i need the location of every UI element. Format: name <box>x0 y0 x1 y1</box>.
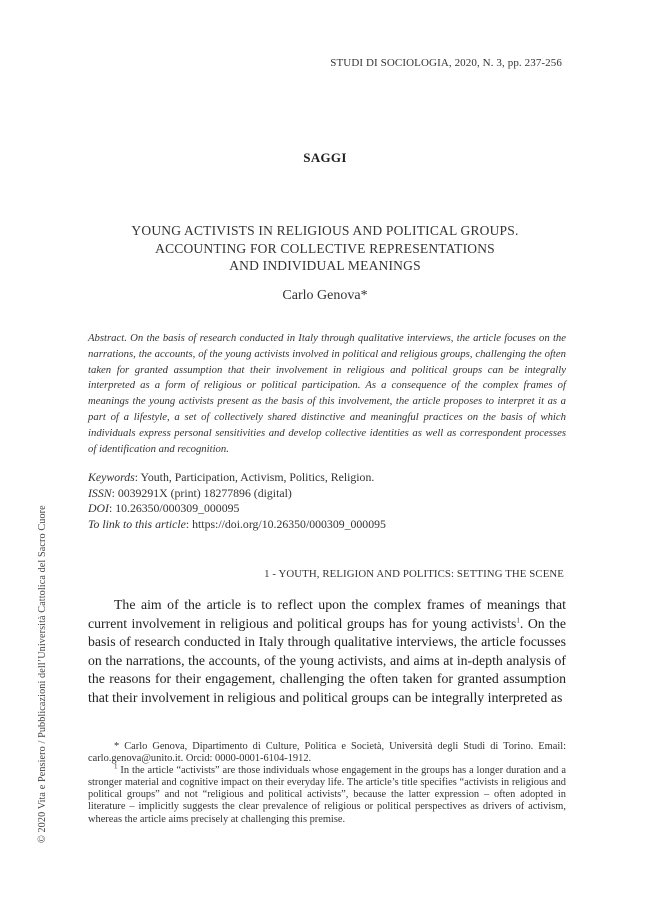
title-line-2: ACCOUNTING FOR COLLECTIVE REPRESENTATIONS <box>155 240 495 256</box>
issn-label: ISSN <box>88 485 112 500</box>
footnote-1-text: In the article “activists” are those individuals whose engagement in the groups has a longer duration and a stronger material and cognitive impact on their everyday life. The article’s title specifies “activists in religious and political groups” and not “religious and political activists”, because the latter expression – often adopted in literature – implicitly suggests the clear prevalence of religious or political perspectives as drivers of activism, whereas the article aims precisely at challenging this premise. <box>88 765 566 825</box>
footnote-1 <box>88 762 566 825</box>
doi-row <box>88 501 566 517</box>
author-name-text: Carlo Genova <box>282 288 361 303</box>
body-text-part-1: The aim of the article is to reflect upon the complex frames of meanings that current involvement in religious and political groups has for young activists <box>88 597 566 631</box>
author-footnote: * Carlo Genova, Dipartimento di Culture, Politica e Società, Università degli Studi di Torino. Email: carlo.genova@unito.it. Orcid: 0000-0001-6104-1912. <box>88 741 566 765</box>
footnote-1-marker: 1 <box>114 762 118 771</box>
footnote-ref-1[interactable]: 1 <box>516 616 520 624</box>
journal-reference: STUDI DI SOCIOLOGIA, 2020, N. 3, pp. 237-256 <box>330 57 562 69</box>
body-paragraph <box>88 596 566 708</box>
abstract: Abstract. On the basis of research conducted in Italy through qualitative interviews, the article focuses on the narrations, the accounts, of the young activists involved in political and religious groups, challenging the often taken for granted assumption that their involvement in religious and political groups can be integrally interpreted as a form of religious or political participation. As a consequence of the complex frames of meanings the young activists present as the basis of this involvement, the article proposes to interpret it as a part of a lifestyle, a set of collectively shared distinctive and meaningful practices on the basis of which individuals express personal sensitivities and develop collective identities as well as correspondent processes of identification and recognition. <box>88 332 566 455</box>
article-metadata <box>88 470 566 532</box>
section-heading: 1 - YOUTH, RELIGION AND POLITICS: SETTING THE SCENE <box>264 568 564 580</box>
issn-row <box>88 486 566 502</box>
title-line-1: YOUNG ACTIVISTS IN RELIGIOUS AND POLITICAL GROUPS. <box>131 223 519 238</box>
copyright-sidebar: © 2020 Vita e Pensiero / Pubblicazioni dell’Università Cattolica del Sacro Cuore <box>37 505 48 843</box>
article-link[interactable]: : https://doi.org/10.26350/000309_000095 <box>185 516 386 531</box>
doi-value: : 10.26350/000309_000095 <box>108 501 240 516</box>
body-text <box>88 596 566 708</box>
body-text-part-2: . On the basis of research conducted in Italy through qualitative interviews, the article focusses on the narrations, the accounts, of the young activists, and aims at in-depth analysis of the reasons for their engagement, challenging the often taken for granted assumption that their involvement in religious and political groups can be integrally interpreted as <box>88 615 566 705</box>
link-label: To link to this article <box>88 516 186 531</box>
keywords-row <box>88 470 566 486</box>
link-row <box>88 517 566 533</box>
author-footnote-marker: * <box>360 288 368 303</box>
keywords-value: : Youth, Participation, Activism, Politics, Religion. <box>134 470 375 484</box>
issn-value: : 0039291X (print) 18277896 (digital) <box>111 485 292 500</box>
footnotes <box>88 741 566 826</box>
article-title <box>0 222 650 275</box>
title-line-3: AND INDIVIDUAL MEANINGS <box>229 258 421 273</box>
doi-label: DOI <box>88 501 109 516</box>
author-name <box>0 288 650 304</box>
section-label: SAGGI <box>303 150 347 165</box>
keywords-label: Keywords <box>88 470 135 484</box>
